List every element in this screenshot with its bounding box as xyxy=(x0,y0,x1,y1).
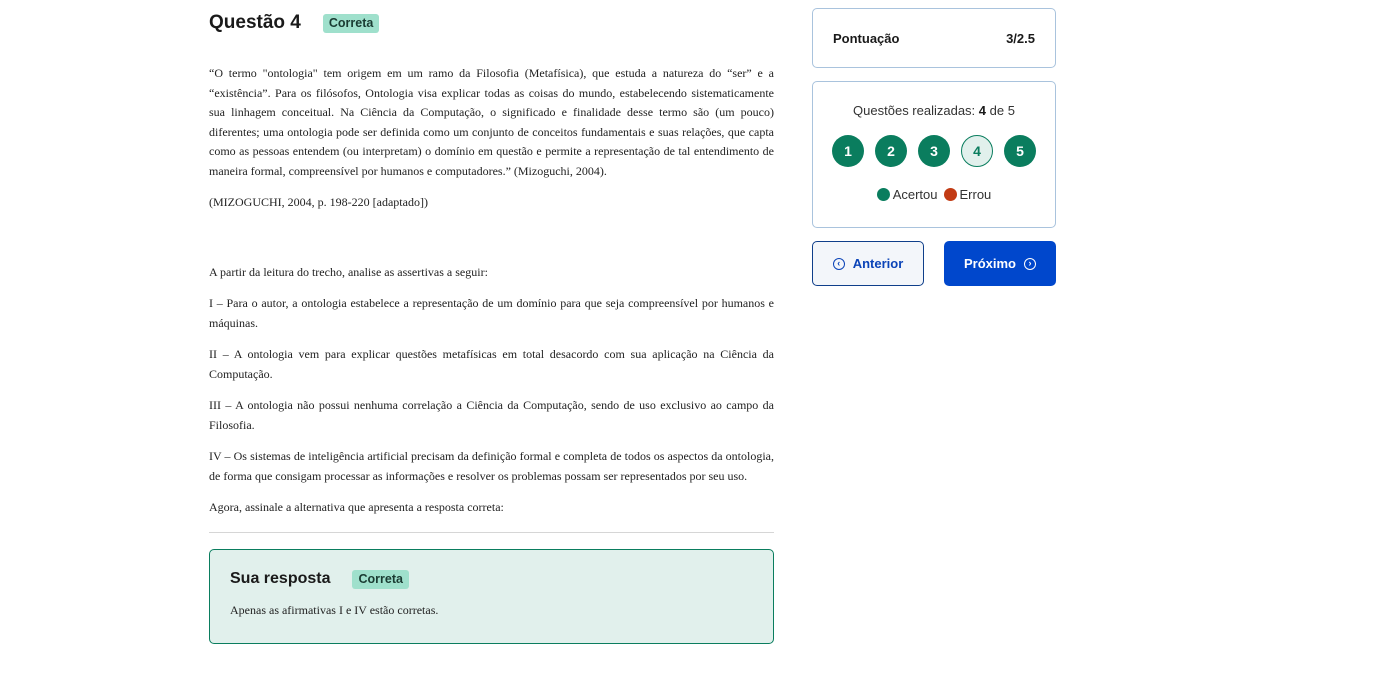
next-button[interactable] xyxy=(944,241,1056,286)
progress-text: Questões realizadas: 4 de 5 xyxy=(853,103,1015,118)
assertion-ii: II – A ontologia vem para explicar questões metafísicas em total desacordo com sua aplicação na Ciência da Computação. xyxy=(209,347,774,381)
question-header xyxy=(209,0,774,46)
question-instruction: A partir da leitura do trecho, analise as assertivas a seguir: xyxy=(209,264,488,279)
answer-text: Apenas as afirmativas I e IV estão corretas. xyxy=(230,602,439,617)
assertion-iii: III – A ontologia não possui nenhuma correlação a Ciência da Computação, sendo de uso exclusivo ao campo da Filosofia. xyxy=(209,398,774,432)
previous-button[interactable] xyxy=(812,241,924,286)
question-prompt: Agora, assinale a alternativa que apresenta a resposta correta: xyxy=(209,500,504,514)
next-button-label: Próximo xyxy=(963,256,1016,271)
navigation xyxy=(812,241,1056,286)
question-nav-item[interactable]: 2 xyxy=(875,135,907,167)
previous-button-label: Anterior xyxy=(852,256,904,271)
assertion-i: I – Para o autor, a ontologia estabelece a representação de um domínio para que seja compreensível por humanos e máquinas. xyxy=(209,296,774,330)
answer-title: Sua resposta xyxy=(230,570,331,587)
question-nav-item[interactable]: 3 xyxy=(918,135,950,167)
question-title: Questão 4 xyxy=(209,12,301,33)
question-nav-item-current[interactable]: 4 xyxy=(961,135,993,167)
answer-box xyxy=(209,549,774,644)
arrow-left-circle-icon: ‹ xyxy=(833,258,845,270)
divider xyxy=(209,532,774,533)
question-nav-item[interactable]: 1 xyxy=(832,135,864,167)
arrow-right-circle-icon: › xyxy=(1024,258,1036,270)
question-citation: (MIZOGUCHI, 2004, p. 198-220 [adaptado]) xyxy=(209,195,428,209)
question-nav xyxy=(813,135,1055,167)
score-value: 3/2.5 xyxy=(1006,30,1035,46)
question-nav-item[interactable]: 5 xyxy=(1004,135,1036,167)
progress-card xyxy=(812,81,1056,228)
sidebar xyxy=(812,8,1056,286)
question-body xyxy=(209,64,774,518)
legend xyxy=(813,187,1055,202)
wrong-dot-icon xyxy=(944,188,957,201)
question-panel xyxy=(209,0,774,644)
progress-done: 4 xyxy=(978,103,987,118)
correct-dot-icon xyxy=(877,188,890,201)
legend-correct: Acertou xyxy=(892,187,938,202)
status-badge: Correta xyxy=(323,14,379,33)
assertion-iv: IV – Os sistemas de inteligência artificial precisam da definição formal e completa de todos os aspectos da ontologia, de forma que consigam processar as informações e resolver os problemas possam ser representados por seu uso. xyxy=(209,449,774,483)
question-quote: “O termo "ontologia" tem origem em um ramo da Filosofia (Metafísica), que estuda a natureza do “ser” e a “existência”. Para os filósofos, Ontologia visa explicar todas as coisas do mundo, estabelecendo sistematicamente sua linhagem conceitual. Na Ciência da Computação, o significado e finalidade desse termo são (um pouco) diferentes; uma ontologia pode ser definida como um conjunto de conceitos fundamentais e suas relações, que capta como as pessoas entendem (ou interpretam) o domínio em questão e permite a representação de tal entendimento de maneira formal, compreensível por humanos e computadores.” (Mizoguchi, 2004). xyxy=(209,66,774,178)
legend-wrong: Errou xyxy=(959,187,992,202)
score-card xyxy=(812,8,1056,68)
score-label: Pontuação xyxy=(833,30,900,46)
answer-status-badge: Correta xyxy=(352,570,408,589)
